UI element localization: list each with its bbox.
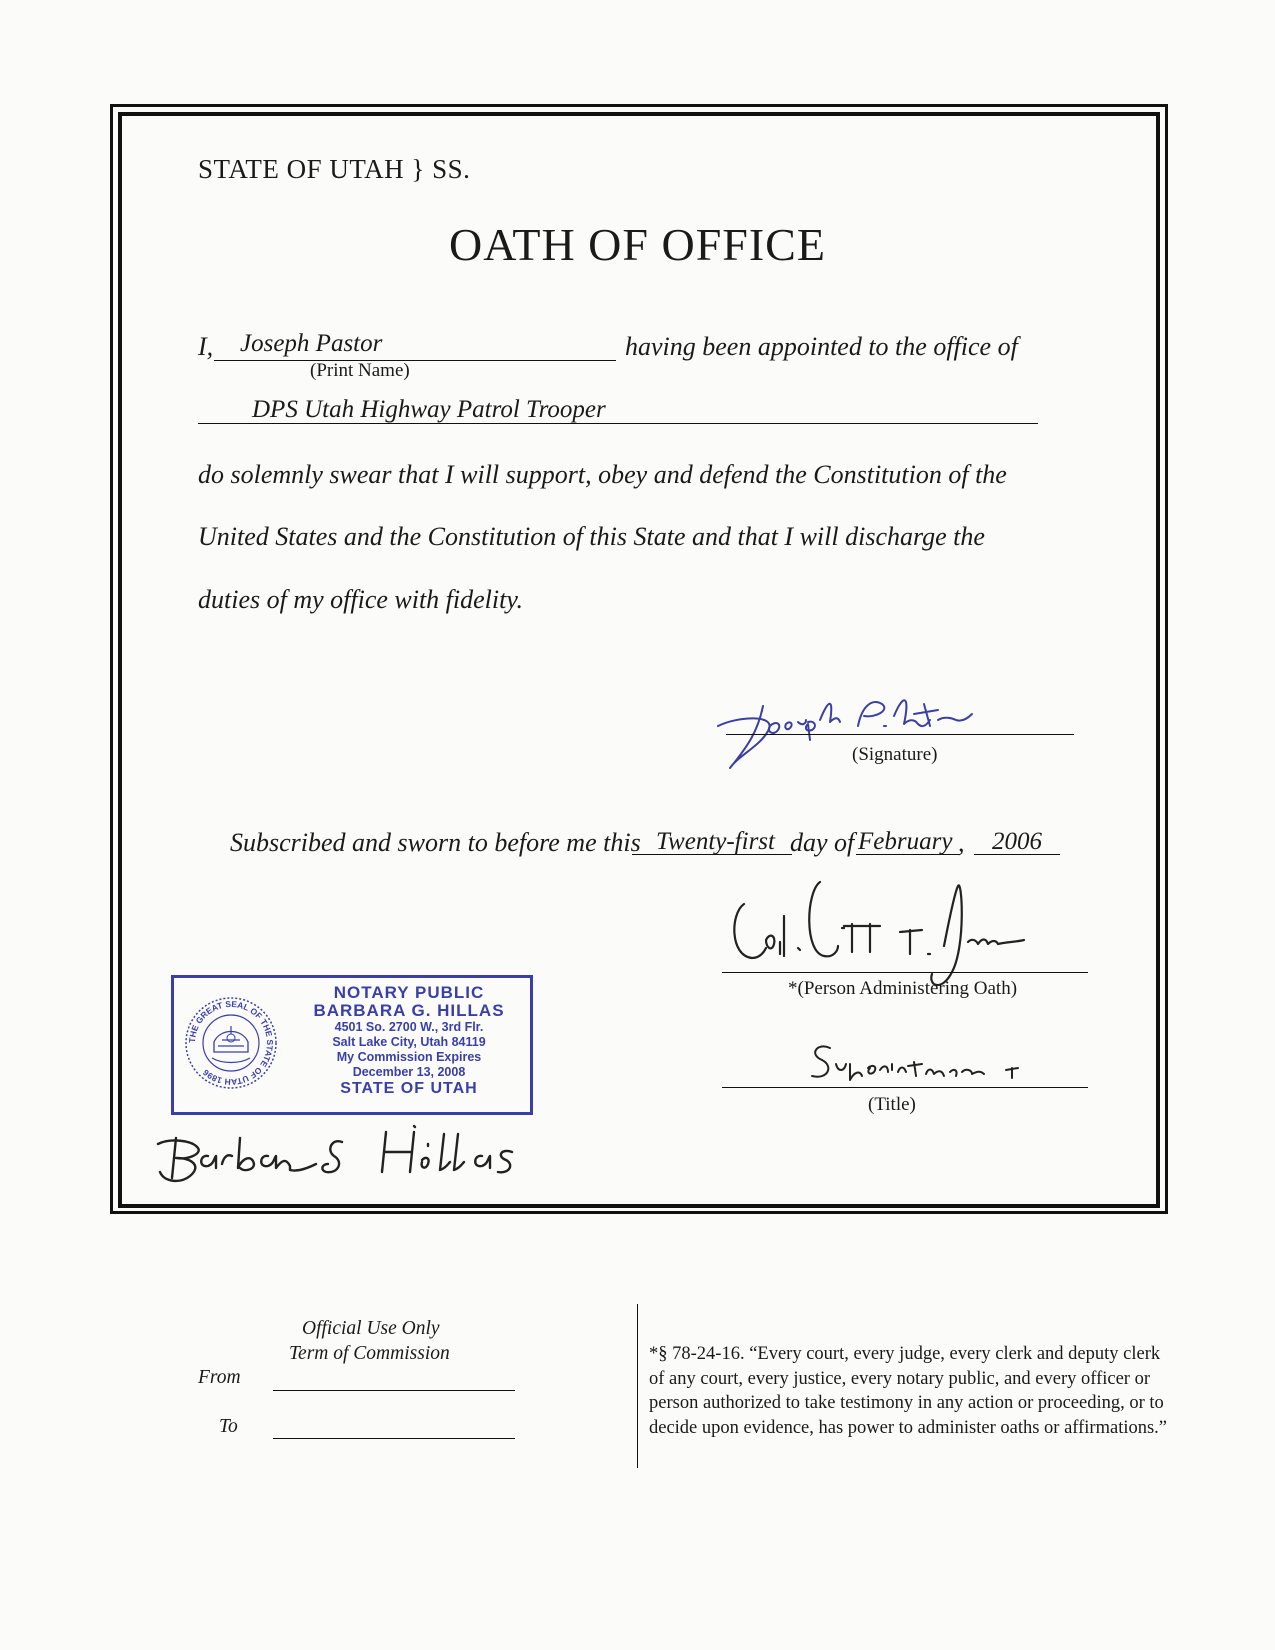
document-title: OATH OF OFFICE: [449, 219, 826, 270]
title-caption: (Title): [868, 1094, 916, 1115]
intro-suffix: having been appointed to the office of: [625, 332, 1018, 361]
administering-rule: [722, 972, 1088, 973]
stamp-line-1: NOTARY PUBLIC: [333, 983, 485, 1002]
term-of-commission-heading: Term of Commission: [289, 1343, 450, 1364]
stamp-line-6: December 13, 2008: [352, 1065, 466, 1079]
title-rule: [722, 1087, 1088, 1088]
oath-line-3: duties of my office with fidelity.: [198, 585, 523, 614]
svg-text:THE GREAT SEAL OF THE STATE OF: [187, 999, 275, 1087]
to-label: To: [219, 1416, 238, 1437]
notary-signature: [152, 1124, 552, 1184]
statute-text: *§ 78-24-16. “Every court, every judge, every clerk and deputy clerk of any court, every justice, every notary public, and every officer or person authorized to take testimony in any action or proceeding, or to decide upon evidence, has power to administer oaths or affirmations.”: [649, 1344, 1168, 1438]
year-value: 2006: [992, 828, 1042, 855]
from-field[interactable]: [273, 1390, 515, 1391]
name-rule: [214, 360, 616, 361]
signature-rule: [726, 734, 1074, 735]
stamp-line-5: My Commission Expires: [336, 1050, 482, 1064]
title-signature: [806, 1040, 1046, 1090]
official-use-heading: Official Use Only: [302, 1318, 440, 1339]
seal-text: THE GREAT SEAL OF THE STATE OF UTAH 1896: [186, 998, 276, 1088]
stamp-line-3: 4501 So. 2700 W., 3rd Flr.: [334, 1020, 484, 1034]
comma-text: ,: [958, 828, 965, 857]
state-seal: [184, 996, 278, 1090]
oath-line-1: do solemnly swear that I will support, obey and defend the Constitution of the: [198, 460, 1007, 489]
signature-caption: (Signature): [852, 744, 938, 765]
print-name-value: Joseph Pastor: [240, 330, 383, 357]
administering-officer-signature: [722, 876, 1072, 986]
to-field[interactable]: [273, 1438, 515, 1439]
print-name-caption: (Print Name): [310, 360, 410, 381]
intro-prefix: I,: [198, 332, 214, 361]
day-of-text: day of: [790, 828, 855, 857]
notary-stamp: [171, 975, 533, 1115]
subscribed-prefix: Subscribed and sworn to before me this: [230, 828, 641, 857]
month-value: February: [858, 828, 953, 855]
from-label: From: [198, 1367, 241, 1388]
section-divider: [637, 1304, 638, 1468]
stamp-line-7: STATE OF UTAH: [340, 1080, 478, 1097]
office-value: DPS Utah Highway Patrol Trooper: [252, 396, 606, 423]
stamp-line-4: Salt Lake City, Utah 84119: [332, 1035, 486, 1049]
state-heading: STATE OF UTAH } SS.: [198, 154, 471, 184]
administering-caption: *(Person Administering Oath): [788, 978, 1018, 999]
stamp-text: [292, 984, 526, 1098]
oath-line-2: United States and the Constitution of this State and that I will discharge the: [198, 522, 985, 551]
stamp-line-2: BARBARA G. HILLAS: [313, 1001, 505, 1020]
day-value: Twenty-first: [656, 828, 775, 855]
